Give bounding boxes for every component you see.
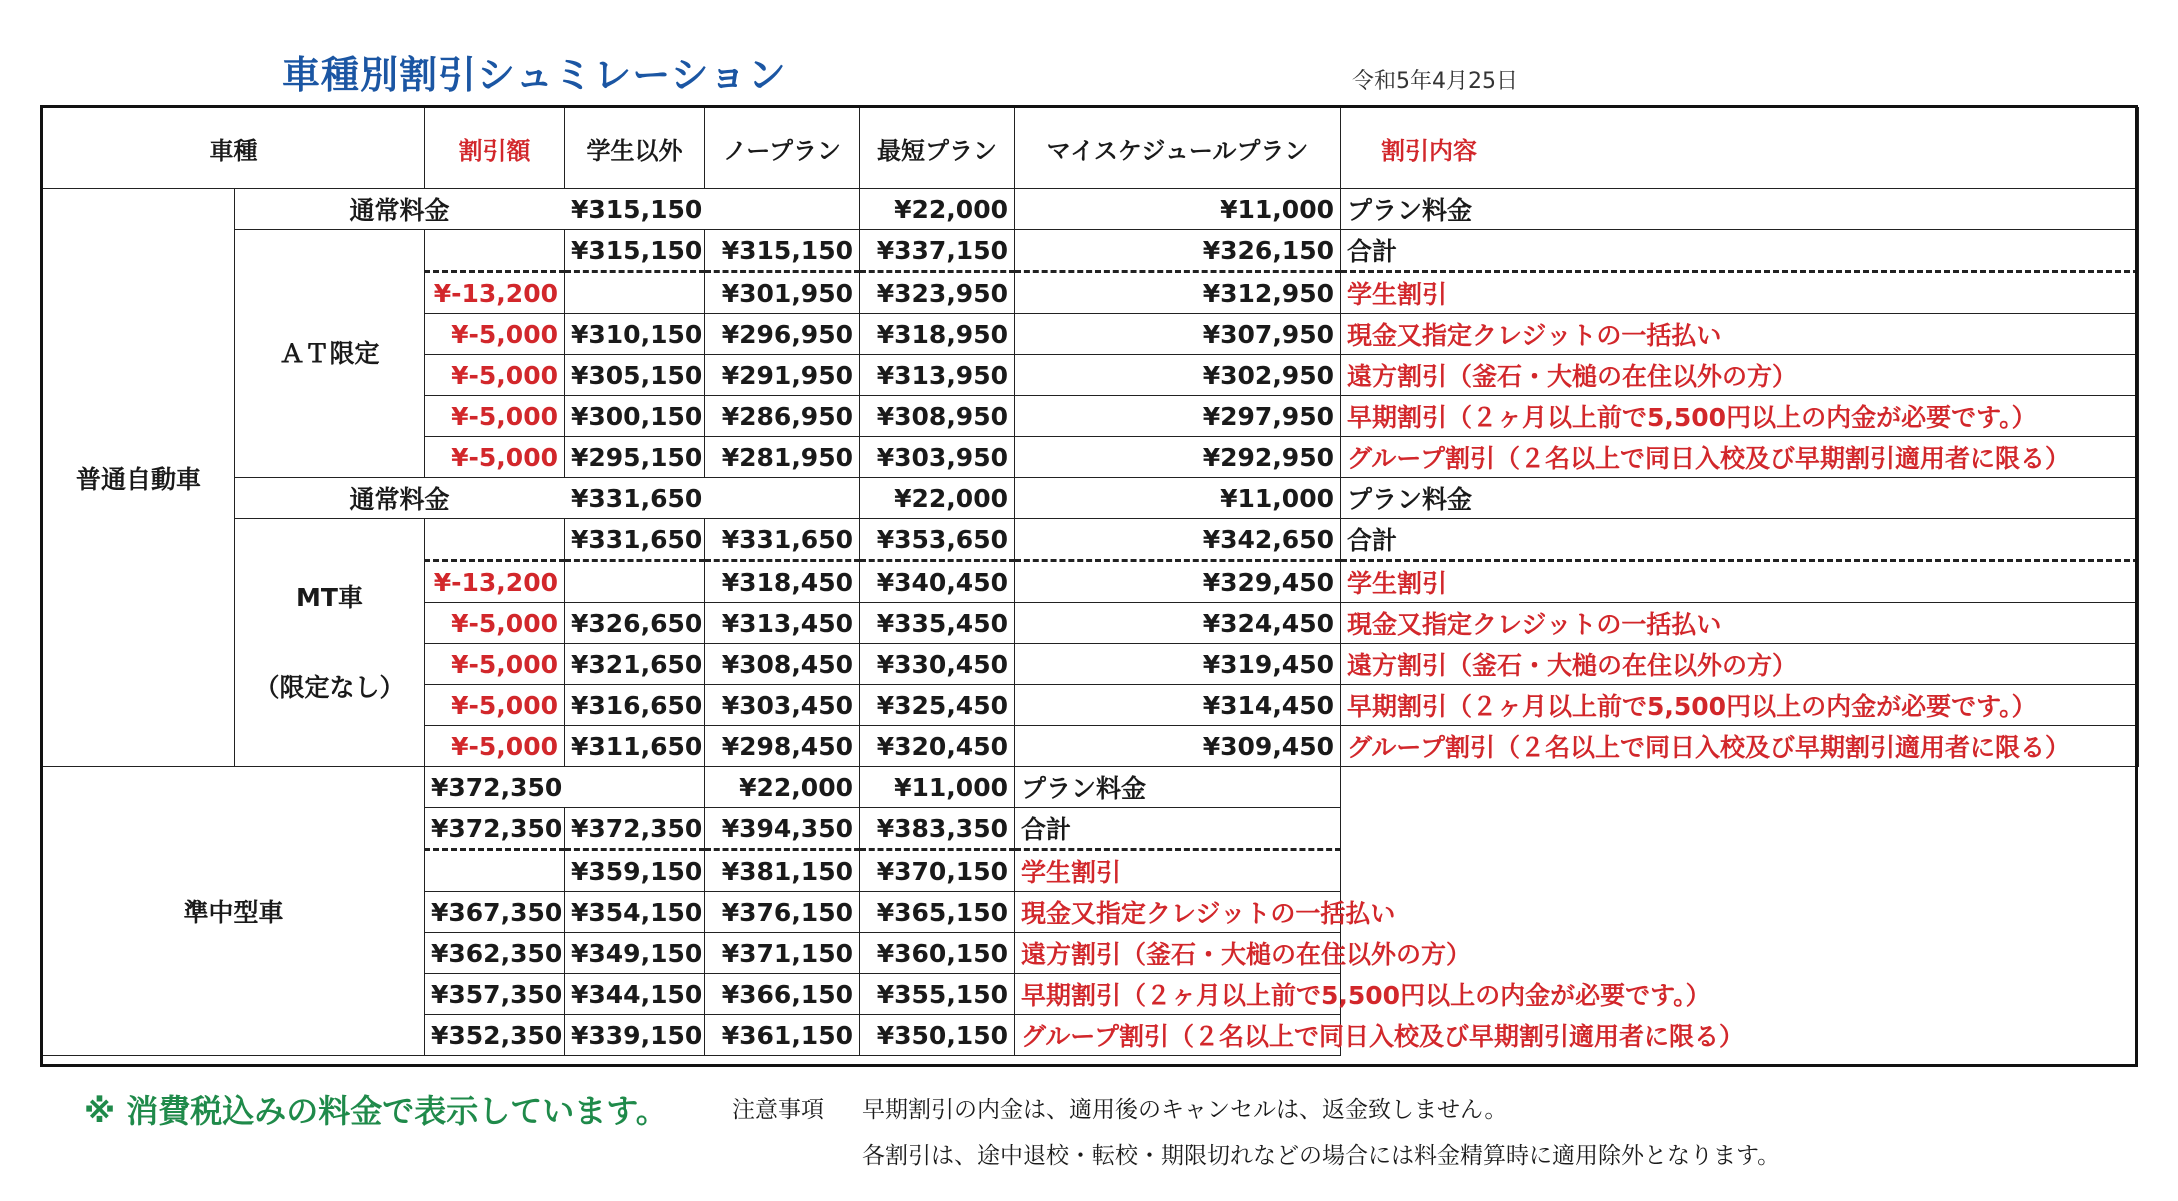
discount-detail: 早期割引（２ヶ月以上前で5,500円以上の内金が必要です。） <box>1015 974 1341 1015</box>
price-no-plan: ¥339,150 <box>565 1015 705 1056</box>
price-no-plan: ¥301,950 <box>705 272 860 314</box>
price-my-schedule-plan: ¥355,150 <box>860 974 1015 1015</box>
price-my-schedule-plan: ¥360,150 <box>860 933 1015 974</box>
total-row <box>43 519 2139 561</box>
price-non-student: ¥372,350 <box>425 808 565 850</box>
price-shortest-plan: ¥337,150 <box>860 230 1015 272</box>
price-my-schedule-plan: ¥324,450 <box>1015 603 1341 644</box>
header-discount: 割引額 <box>425 108 565 189</box>
discount-detail: 学生割引 <box>1015 850 1341 892</box>
price-my-schedule-plan: ¥326,150 <box>1015 230 1341 272</box>
price-my-schedule-plan: ¥302,950 <box>1015 355 1341 396</box>
price-non-student: ¥357,350 <box>425 974 565 1015</box>
price-no-plan: ¥298,450 <box>705 726 860 767</box>
price-my-schedule-plan: ¥307,950 <box>1015 314 1341 355</box>
header-vehicle: 車種 <box>43 108 425 189</box>
price-non-student: ¥331,650 <box>565 519 705 561</box>
discount-detail: 学生割引 <box>1341 561 2139 603</box>
plan-fee-my-schedule: ¥11,000 <box>1015 189 1341 230</box>
price-non-student: ¥362,350 <box>425 933 565 974</box>
price-non-student: ¥295,150 <box>565 437 705 478</box>
price-no-plan: ¥296,950 <box>705 314 860 355</box>
price-shortest-plan: ¥318,950 <box>860 314 1015 355</box>
discount-amount: ¥-5,000 <box>425 437 565 478</box>
price-non-student <box>565 272 705 314</box>
price-no-plan: ¥313,450 <box>705 603 860 644</box>
price-shortest-plan: ¥323,950 <box>860 272 1015 314</box>
tax-included-note: ※ 消費税込みの料金で表示しています。 <box>84 1092 668 1130</box>
price-my-schedule-plan: ¥329,450 <box>1015 561 1341 603</box>
base-fee-row <box>43 767 2139 808</box>
discount-detail: 遠方割引（釜石・大槌の在住以外の方） <box>1015 933 1341 974</box>
price-my-schedule-plan: ¥342,650 <box>1015 519 1341 561</box>
plan-fee-my-schedule: ¥11,000 <box>860 767 1015 808</box>
price-shortest-plan: ¥308,950 <box>860 396 1015 437</box>
discount-amount: ¥-5,000 <box>425 685 565 726</box>
price-no-plan: ¥303,450 <box>705 685 860 726</box>
price-my-schedule-plan: ¥350,150 <box>860 1015 1015 1056</box>
plan-fee-my-schedule: ¥11,000 <box>1015 478 1341 519</box>
discount-detail: 遠方割引（釜石・大槌の在住以外の方） <box>1341 355 2139 396</box>
discount-detail: 学生割引 <box>1341 272 2139 314</box>
header-no-plan: ノープラン <box>705 108 860 189</box>
mt-car-label: MT車 <box>296 583 363 612</box>
price-non-student <box>565 561 705 603</box>
discount-detail: 現金又指定クレジットの一括払い <box>1341 603 2139 644</box>
price-my-schedule-plan: ¥314,450 <box>1015 685 1341 726</box>
document-date: 令和5年4月25日 <box>1352 69 1518 94</box>
category-medium-car: 準中型車 <box>43 767 425 1056</box>
header-row <box>43 108 2139 189</box>
price-no-plan: ¥354,150 <box>565 892 705 933</box>
normal-fee-value: ¥372,350 <box>425 767 705 808</box>
price-shortest-plan: ¥353,650 <box>860 519 1015 561</box>
price-no-plan: ¥308,450 <box>705 644 860 685</box>
header-my-schedule-plan: マイスケジュールプラン <box>1015 108 1341 189</box>
price-non-student: ¥316,650 <box>565 685 705 726</box>
price-no-plan: ¥349,150 <box>565 933 705 974</box>
price-no-plan: ¥291,950 <box>705 355 860 396</box>
price-no-plan: ¥318,450 <box>705 561 860 603</box>
discount-detail: グループ割引（２名以上で同日入校及び早期割引適用者に限る） <box>1341 437 2139 478</box>
normal-fee-value: ¥331,650 <box>565 478 860 519</box>
discount-amount: ¥-5,000 <box>425 314 565 355</box>
price-my-schedule-plan: ¥292,950 <box>1015 437 1341 478</box>
discount-detail: 遠方割引（釜石・大槌の在住以外の方） <box>1341 644 2139 685</box>
price-non-student: ¥300,150 <box>565 396 705 437</box>
discount-detail: グループ割引（２名以上で同日入校及び早期割引適用者に限る） <box>1341 726 2139 767</box>
header-discount-detail: 割引内容 <box>1341 108 2139 189</box>
discount-amount: ¥-13,200 <box>425 272 565 314</box>
header-shortest-plan: 最短プラン <box>860 108 1015 189</box>
discount-table <box>42 107 2139 1056</box>
total-label: 合計 <box>1015 808 1341 850</box>
price-shortest-plan: ¥376,150 <box>705 892 860 933</box>
price-no-plan: ¥286,950 <box>705 396 860 437</box>
category-regular-car: 普通自動車 <box>43 189 235 767</box>
price-shortest-plan: ¥335,450 <box>860 603 1015 644</box>
base-fee-row <box>43 189 2139 230</box>
plan-fee-label: プラン料金 <box>1015 767 1341 808</box>
normal-fee-label: 通常料金 <box>235 189 565 230</box>
price-shortest-plan: ¥325,450 <box>860 685 1015 726</box>
price-non-student: ¥352,350 <box>425 1015 565 1056</box>
price-shortest-plan: ¥313,950 <box>860 355 1015 396</box>
mt-unlimited-label: （限定なし） <box>254 673 405 702</box>
price-my-schedule-plan: ¥319,450 <box>1015 644 1341 685</box>
price-no-plan: ¥331,650 <box>705 519 860 561</box>
discount-amount: ¥-13,200 <box>425 561 565 603</box>
discount-amount: ¥-5,000 <box>425 644 565 685</box>
discount-detail: 早期割引（２ヶ月以上前で5,500円以上の内金が必要です。） <box>1341 396 2139 437</box>
price-shortest-plan: ¥371,150 <box>705 933 860 974</box>
base-fee-row <box>43 478 2139 519</box>
plan-fee-shortest: ¥22,000 <box>860 478 1015 519</box>
price-non-student: ¥326,650 <box>565 603 705 644</box>
discount-cell-empty <box>425 230 565 272</box>
price-shortest-plan: ¥361,150 <box>705 1015 860 1056</box>
discount-cell-empty <box>425 519 565 561</box>
category-at-limited: ＡＴ限定 <box>235 230 425 478</box>
price-non-student: ¥310,150 <box>565 314 705 355</box>
price-shortest-plan: ¥303,950 <box>860 437 1015 478</box>
discount-detail: 現金又指定クレジットの一括払い <box>1341 314 2139 355</box>
note-line-1: 早期割引の内金は、適用後のキャンセルは、返金致しません。 <box>862 1097 1508 1123</box>
normal-fee-value: ¥315,150 <box>565 189 860 230</box>
discount-detail: 現金又指定クレジットの一括払い <box>1015 892 1341 933</box>
price-shortest-plan: ¥381,150 <box>705 850 860 892</box>
price-my-schedule-plan: ¥297,950 <box>1015 396 1341 437</box>
price-non-student: ¥315,150 <box>565 230 705 272</box>
discount-amount: ¥-5,000 <box>425 355 565 396</box>
discount-amount: ¥-5,000 <box>425 396 565 437</box>
discount-detail: 早期割引（２ヶ月以上前で5,500円以上の内金が必要です。） <box>1341 685 2139 726</box>
plan-fee-shortest: ¥22,000 <box>860 189 1015 230</box>
price-non-student <box>425 850 565 892</box>
price-my-schedule-plan: ¥309,450 <box>1015 726 1341 767</box>
price-shortest-plan: ¥320,450 <box>860 726 1015 767</box>
price-non-student: ¥321,650 <box>565 644 705 685</box>
price-no-plan: ¥315,150 <box>705 230 860 272</box>
price-no-plan: ¥344,150 <box>565 974 705 1015</box>
discount-amount: ¥-5,000 <box>425 603 565 644</box>
price-shortest-plan: ¥340,450 <box>860 561 1015 603</box>
price-shortest-plan: ¥366,150 <box>705 974 860 1015</box>
total-label: 合計 <box>1341 519 2139 561</box>
price-non-student: ¥311,650 <box>565 726 705 767</box>
notes-heading: 注意事項 <box>732 1097 824 1123</box>
price-non-student: ¥305,150 <box>565 355 705 396</box>
note-line-2: 各割引は、途中退校・転校・期限切れなどの場合には料金精算時に適用除外となります。 <box>862 1143 1781 1169</box>
price-no-plan: ¥359,150 <box>565 850 705 892</box>
price-my-schedule-plan: ¥312,950 <box>1015 272 1341 314</box>
plan-fee-label: プラン料金 <box>1341 189 2139 230</box>
price-no-plan: ¥372,350 <box>565 808 705 850</box>
price-my-schedule-plan: ¥383,350 <box>860 808 1015 850</box>
price-no-plan: ¥281,950 <box>705 437 860 478</box>
price-shortest-plan: ¥394,350 <box>705 808 860 850</box>
plan-fee-label: プラン料金 <box>1341 478 2139 519</box>
header-non-student: 学生以外 <box>565 108 705 189</box>
normal-fee-label: 通常料金 <box>235 478 565 519</box>
plan-fee-shortest: ¥22,000 <box>705 767 860 808</box>
price-my-schedule-plan: ¥370,150 <box>860 850 1015 892</box>
category-mt-car <box>235 519 425 767</box>
total-label: 合計 <box>1341 230 2139 272</box>
total-row <box>43 230 2139 272</box>
page-title: 車種別割引シュミレーション <box>282 53 787 97</box>
price-my-schedule-plan: ¥365,150 <box>860 892 1015 933</box>
discount-amount: ¥-5,000 <box>425 726 565 767</box>
price-non-student: ¥367,350 <box>425 892 565 933</box>
discount-detail: グループ割引（２名以上で同日入校及び早期割引適用者に限る） <box>1015 1015 1341 1056</box>
price-shortest-plan: ¥330,450 <box>860 644 1015 685</box>
